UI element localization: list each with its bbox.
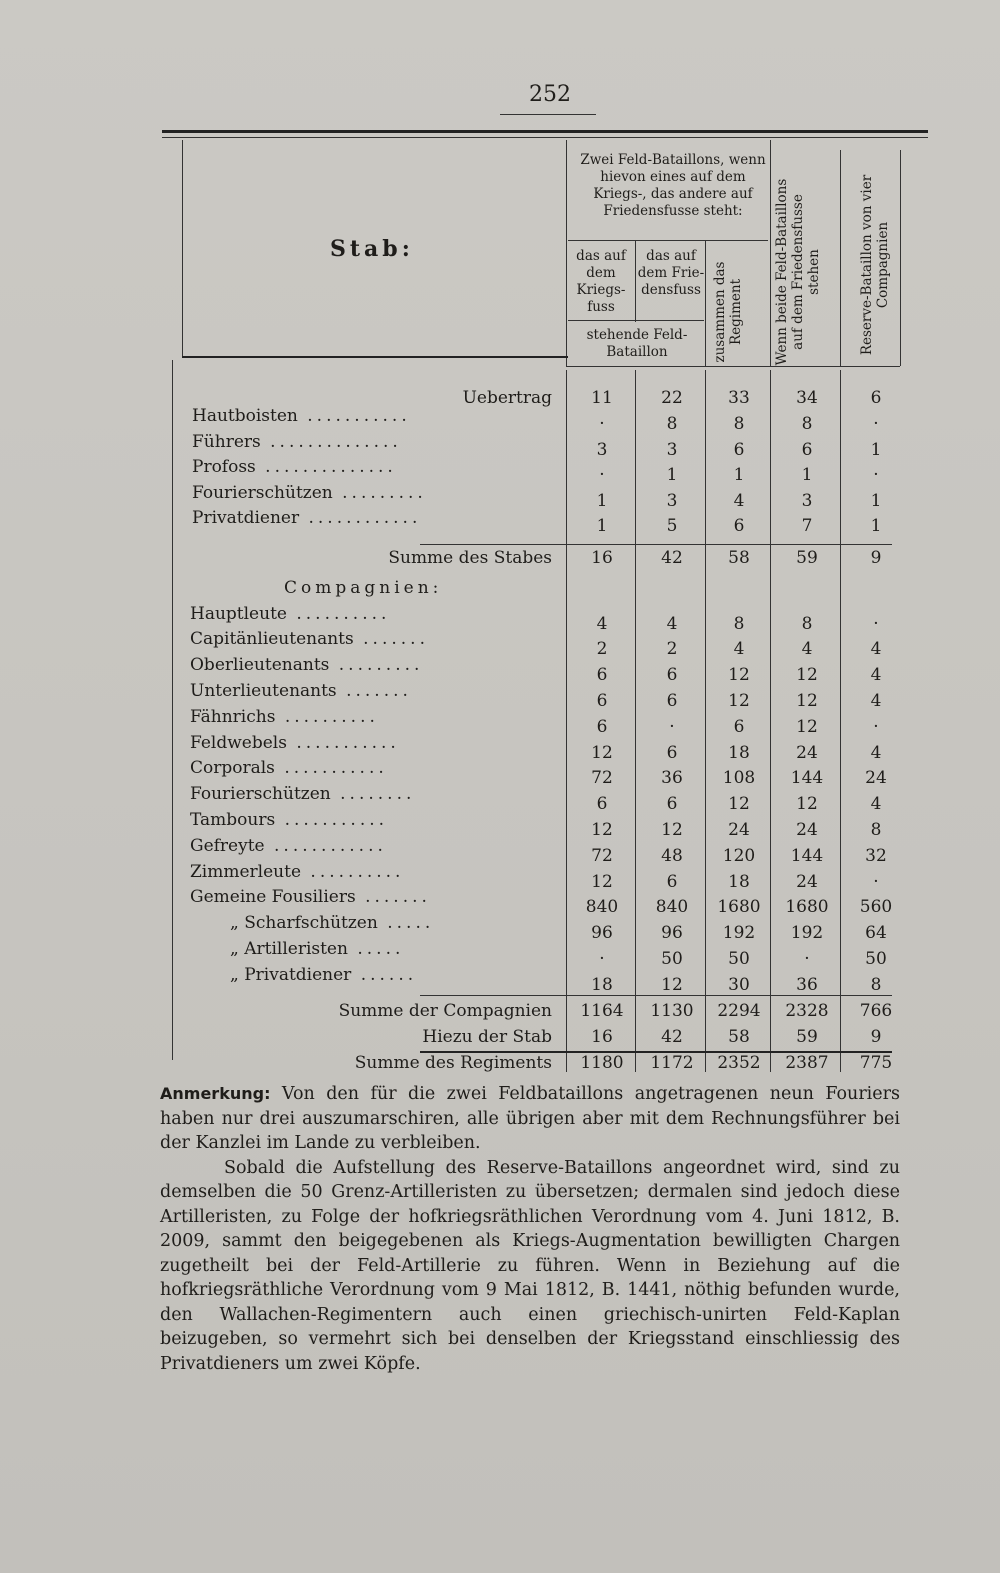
- cell-value: 2328: [785, 1000, 829, 1021]
- cell-value: ·: [804, 948, 810, 969]
- cell-value: ·: [669, 716, 675, 737]
- cell-value: 18: [728, 742, 750, 763]
- leader-dots: ...........: [275, 809, 389, 830]
- leader-dots: ...........: [297, 406, 411, 426]
- cell-value: 766: [859, 1000, 893, 1021]
- col5-header: Reserve-Bataillon von vier Compagnien: [859, 174, 891, 356]
- cell-value: 18: [728, 871, 750, 892]
- cell-value: 4: [870, 742, 882, 763]
- row-label: Summe des Stabes: [388, 547, 552, 568]
- stehende-rule: [568, 320, 704, 321]
- row-label: Capitänlieutenants .......: [190, 629, 429, 650]
- cell-value: 36: [661, 768, 683, 789]
- cell-value: 8: [733, 414, 745, 434]
- header-divider-6: [900, 150, 901, 366]
- leader-dots: .........: [329, 655, 424, 676]
- cell-value: 108: [722, 768, 756, 789]
- cell-value: 120: [722, 845, 756, 866]
- cell-value: 3: [666, 490, 678, 511]
- cell-value: 12: [796, 716, 818, 737]
- cell-value: 1: [596, 516, 608, 536]
- cell-value: 6: [801, 439, 813, 460]
- row-label: Corporals ...........: [190, 758, 388, 779]
- cell-value: 1172: [650, 1052, 694, 1073]
- cell-value: 59: [796, 1026, 818, 1047]
- cell-value: 6: [666, 665, 678, 686]
- cell-value: 8: [666, 414, 678, 434]
- row-label: Unterlieutenants .......: [190, 680, 412, 701]
- row-label: Hautboisten ...........: [192, 406, 411, 426]
- col2-header: das auf dem Frie-densfuss: [637, 248, 705, 298]
- cell-value: ·: [599, 414, 605, 434]
- cell-value: 1: [870, 439, 882, 460]
- stab-heading: Stab:: [330, 236, 414, 262]
- cell-value: 1680: [785, 897, 829, 918]
- row-rule: [420, 544, 892, 545]
- cell-value: 560: [859, 897, 893, 918]
- row-label: Tambours ...........: [190, 809, 389, 830]
- leader-dots: .......: [336, 680, 412, 701]
- cell-value: 12: [796, 690, 818, 711]
- cell-value: 8: [870, 974, 882, 995]
- leader-dots: ...........: [286, 732, 400, 753]
- leader-dots: ..........: [286, 603, 391, 624]
- row-label: „ Artilleristen .....: [230, 938, 405, 959]
- cell-value: 8: [733, 613, 745, 634]
- col4-header: Wenn beide Feld-Bataillons auf dem Friedensfusse stehen: [774, 178, 822, 366]
- cell-value: 12: [661, 974, 683, 995]
- cell-value: 1164: [580, 1000, 624, 1021]
- cell-value: 4: [801, 639, 813, 660]
- cell-value: 6: [596, 716, 608, 737]
- cell-value: 50: [865, 948, 887, 969]
- cell-value: 6: [733, 439, 745, 460]
- cell-value: 1: [870, 516, 882, 536]
- cell-value: 18: [591, 974, 613, 995]
- cell-value: 6: [596, 794, 608, 815]
- cell-value: 4: [870, 794, 882, 815]
- leader-dots: ..........: [275, 706, 379, 727]
- header-divider-2: [635, 240, 636, 322]
- cell-value: 6: [666, 742, 678, 763]
- cell-value: 96: [661, 923, 683, 944]
- cell-value: 3: [596, 439, 608, 460]
- cell-value: 9: [870, 547, 882, 568]
- leader-dots: ......: [351, 964, 418, 985]
- leader-dots: .....: [347, 938, 405, 959]
- cell-value: 59: [796, 547, 818, 568]
- header-divider-1: [566, 140, 567, 366]
- leader-dots: ...........: [274, 758, 388, 779]
- cell-value: 4: [733, 490, 745, 511]
- body-divider-4: [770, 370, 771, 1072]
- body-divider-5: [840, 370, 841, 1072]
- cell-value: 72: [591, 845, 613, 866]
- cell-value: 4: [596, 613, 608, 634]
- row-label: Summe der Compagnien: [338, 1000, 552, 1021]
- header-divider-5: [840, 150, 841, 366]
- cell-value: 30: [728, 974, 750, 995]
- cell-value: 7: [801, 516, 813, 536]
- header-bottom-rule-right: [566, 366, 900, 367]
- leader-dots: ..........: [301, 861, 405, 882]
- row-label: Profoss ..............: [192, 457, 397, 477]
- cell-value: 48: [661, 845, 683, 866]
- body-divider-3: [705, 370, 706, 1072]
- cell-value: 1180: [580, 1052, 624, 1073]
- row-label: Uebertrag: [462, 388, 552, 408]
- cell-value: 12: [591, 742, 613, 763]
- table-left-border: [182, 140, 183, 358]
- cell-value: 8: [870, 819, 882, 840]
- cell-value: 12: [728, 665, 750, 686]
- group-header-rule: [568, 240, 768, 241]
- cell-value: 24: [865, 768, 887, 789]
- row-label: Zimmerleute ..........: [190, 861, 405, 882]
- cell-value: 4: [870, 690, 882, 711]
- cell-value: 3: [801, 490, 813, 511]
- cell-value: 50: [728, 948, 750, 969]
- leader-dots: ............: [264, 835, 387, 856]
- leader-dots: ............: [299, 508, 422, 528]
- row-label: „ Scharfschützen .....: [230, 913, 435, 934]
- cell-value: 3: [666, 439, 678, 460]
- cell-value: 6: [666, 690, 678, 711]
- col1-header: das auf dem Kriegs-fuss: [576, 248, 626, 315]
- header-divider-3: [705, 240, 706, 366]
- cell-value: 58: [728, 1026, 750, 1047]
- body-divider-1: [566, 370, 567, 1072]
- cell-value: 24: [728, 819, 750, 840]
- cell-value: 42: [661, 547, 683, 568]
- cell-value: ·: [873, 716, 879, 737]
- cell-value: 6: [666, 794, 678, 815]
- cell-value: 8: [801, 613, 813, 634]
- leader-dots: ........: [330, 784, 416, 805]
- note-heading: Anmerkung:: [160, 1084, 271, 1103]
- row-label: Hauptleute ..........: [190, 603, 391, 624]
- cell-value: ·: [873, 613, 879, 634]
- cell-value: 6: [596, 665, 608, 686]
- cell-value: 24: [796, 742, 818, 763]
- cell-value: 6: [870, 388, 882, 408]
- row-label: Oberlieutenants .........: [190, 655, 424, 676]
- cell-value: 6: [733, 516, 745, 536]
- cell-value: 11: [591, 388, 613, 408]
- cell-value: 12: [728, 794, 750, 815]
- cell-value: 24: [796, 819, 818, 840]
- cell-value: 33: [728, 388, 750, 408]
- cell-value: 32: [865, 845, 887, 866]
- cell-value: 12: [591, 819, 613, 840]
- footnote: [160, 1082, 900, 1376]
- cell-value: ·: [873, 871, 879, 892]
- cell-value: 96: [591, 923, 613, 944]
- table-top-rule-thin: [162, 137, 928, 138]
- row-label: Hiezu der Stab: [422, 1026, 552, 1047]
- row-label: Privatdiener ............: [192, 508, 422, 528]
- cell-value: 12: [661, 819, 683, 840]
- cell-value: 2: [666, 639, 678, 660]
- row-rule: [420, 995, 892, 996]
- cell-value: 64: [865, 923, 887, 944]
- cell-value: 12: [728, 690, 750, 711]
- leader-dots: .........: [332, 482, 427, 503]
- cell-value: 6: [733, 716, 745, 737]
- leader-dots: .......: [353, 629, 429, 650]
- cell-value: 192: [722, 923, 756, 944]
- row-label: Fourierschützen ........: [190, 784, 416, 805]
- cell-value: 36: [796, 974, 818, 995]
- cell-value: 5: [666, 516, 678, 536]
- note-paragraph-1: Von den für die zwei Feldbataillons angetragenen neun Fouriers haben nur drei auszumarschiren, alle übrigen aber mit dem Rechnungsführer bei der Kanzlei im Lande zu verbleiben.: [160, 1084, 900, 1153]
- cell-value: 16: [591, 547, 613, 568]
- leader-dots: .......: [355, 887, 431, 908]
- col3-header: zusammen das Regiment: [712, 261, 744, 363]
- stehende-header: stehende Feld-Bataillon: [586, 327, 688, 360]
- leader-dots: ..............: [260, 431, 402, 452]
- cell-value: 6: [666, 871, 678, 892]
- body-divider-2: [635, 370, 636, 1072]
- header-divider-4: [770, 140, 771, 366]
- cell-value: 144: [790, 768, 824, 789]
- cell-value: 1: [596, 490, 608, 511]
- cell-value: 34: [796, 388, 818, 408]
- page-number-rule: [500, 114, 596, 115]
- cell-value: 58: [728, 547, 750, 568]
- note-paragraph-2: Sobald die Aufstellung des Reserve-Bataillons angeordnet wird, sind zu demselben die 50 Grenz-Artilleristen zu übersetzen; dermalen sind jedoch diese Artilleristen, zu Folge der hofkriegsräthlichen Verordnung vom 4. Juni 1812, B. 2009, sammt den beigegebenen als Kriegs-Augmentation bewilligten Chargen zugetheilt bei der Feld-Artillerie zu führen. Wenn in Beziehung auf die hofkriegsräthliche Verordnung vom 9 Mai 1812, B. 1441, nöthig befunden wurde, den Wallachen-Regimentern auch einen griechisch-unirten Feld-Kaplan beizugeben, so vermehrt sich bei denselben der Kriegsstand einschliessig des Privatdieners um zwei Köpfe.: [160, 1157, 900, 1374]
- cell-value: 1: [666, 465, 678, 485]
- cell-value: 840: [655, 897, 689, 918]
- leader-dots: .....: [377, 913, 435, 934]
- row-label: „ Privatdiener ......: [230, 964, 418, 985]
- row-label: Feldwebels ...........: [190, 732, 400, 753]
- row-label: Summe des Regiments: [354, 1052, 552, 1073]
- cell-value: 16: [591, 1026, 613, 1047]
- cell-value: 12: [796, 665, 818, 686]
- cell-value: 12: [796, 794, 818, 815]
- cell-value: 22: [661, 388, 683, 408]
- cell-value: 6: [596, 690, 608, 711]
- header-bottom-rule: [182, 356, 568, 358]
- row-label: Fourierschützen .........: [192, 482, 427, 503]
- row-label: Fähnrichs ..........: [190, 706, 379, 727]
- cell-value: 1: [733, 465, 745, 485]
- row-label: Gemeine Fousiliers .......: [190, 887, 431, 908]
- leader-dots: ..............: [255, 457, 397, 477]
- cell-value: 2: [596, 639, 608, 660]
- cell-value: 8: [801, 414, 813, 434]
- cell-value: 9: [870, 1026, 882, 1047]
- cell-value: 2352: [717, 1052, 761, 1073]
- cell-value: 1: [801, 465, 813, 485]
- cell-value: 50: [661, 948, 683, 969]
- cell-value: 775: [859, 1052, 893, 1073]
- cell-value: 24: [796, 871, 818, 892]
- row-label: Gefreyte ............: [190, 835, 387, 856]
- cell-value: ·: [599, 948, 605, 969]
- table-top-rule: [162, 130, 928, 133]
- page-number: 252: [529, 82, 571, 107]
- cell-value: 4: [733, 639, 745, 660]
- cell-value: ·: [873, 414, 879, 434]
- cell-value: 4: [666, 613, 678, 634]
- cell-value: 2294: [717, 1000, 761, 1021]
- group-header: Zwei Feld-Bataillons, wenn hievon eines auf dem Kriegs-, das andere auf Friedensfusse steht:: [580, 152, 766, 219]
- cell-value: ·: [599, 465, 605, 485]
- cell-value: 144: [790, 845, 824, 866]
- cell-value: 42: [661, 1026, 683, 1047]
- cell-value: 12: [591, 871, 613, 892]
- cell-value: 4: [870, 665, 882, 686]
- cell-value: 1: [870, 490, 882, 511]
- row-label: Führers ..............: [192, 431, 402, 452]
- cell-value: 1130: [650, 1000, 694, 1021]
- body-left-border: [172, 360, 173, 1060]
- cell-value: ·: [873, 465, 879, 485]
- cell-value: 1680: [717, 897, 761, 918]
- compagnien-heading: Compagnien:: [284, 577, 443, 598]
- cell-value: 840: [585, 897, 619, 918]
- cell-value: 2387: [785, 1052, 829, 1073]
- cell-value: 192: [790, 923, 824, 944]
- cell-value: 4: [870, 639, 882, 660]
- cell-value: 72: [591, 768, 613, 789]
